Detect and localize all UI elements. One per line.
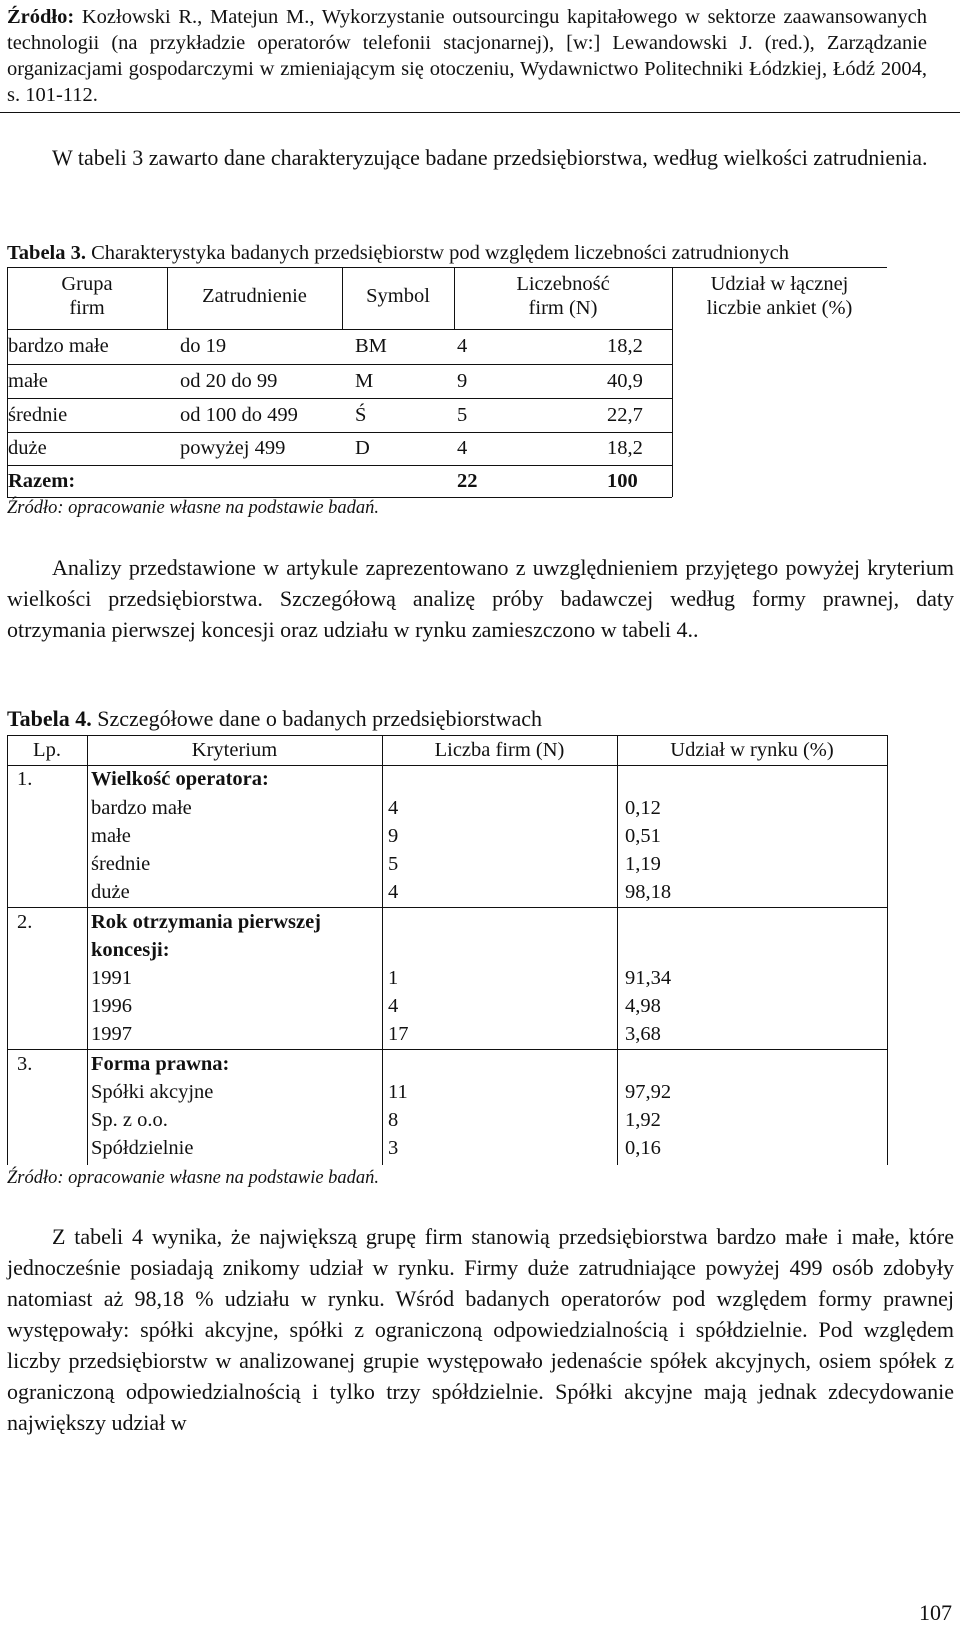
header-share: Udział w rynku (%) — [670, 739, 834, 761]
paragraph-intro: W tabeli 3 zawarto dane charakteryzujące badane przedsiębiorstwa, według wielkości zatrudnienia. — [52, 145, 928, 170]
header-rule — [0, 112, 960, 113]
source-citation: Kozłowski R., Matejun M., Wykorzystanie outsourcingu kapitałowego w sektorze zaawansowanych technologii (na przykładzie operatorów telefonii stacjonarnej), [w:] Lewandowski J. (red.), Zarządzanie organizacjami gospodarczymi w zmieniającym się otoczeniu, Wydawnictwo Politechniki Łódzkiej, Łódź 2004, s. 101-112. — [7, 6, 927, 106]
table3-caption-label: Tabela 3. — [7, 242, 86, 264]
source-label: Źródło: — [7, 6, 75, 28]
table3-source: Źródło: opracowanie własne na podstawie badań. — [7, 498, 380, 518]
header-group: Grupa firm — [61, 273, 113, 319]
header-count: Liczba firm (N) — [434, 739, 565, 761]
paragraph-analysis: Analizy przedstawione w artykule zaprezentowano z uwzględnieniem przyjętego powyżej kryterium wielkości przedsiębiorstwa. Szczegółową analizę próby badawczej według formy prawnej, daty otrzymania pierwszej koncesji oraz udziału w rynku zamieszczono w tabeli 4.. — [7, 555, 954, 642]
table4-caption — [7, 706, 542, 732]
page-number: 107 — [919, 1600, 952, 1625]
table3-caption — [7, 240, 789, 266]
table-detailed-data: Lp. Kryterium Liczba firm (N) Udział w rynku (%) 1. Wielkość operatora: bardzo małe 4 0,12 małe 9 0,51 średnie 5 1,19 duże 4 98,18 2. Rok otrzymania pierwszej koncesji: 1991 1 91,34 1996 4 4,98 1997 17 3,68 3. Forma prawna: Spółki akcyjne 11 97,92 Sp. z o.o. 8 1,92 Spółdzielnie 3 0,16 — [7, 735, 887, 1175]
header-lp: Lp. — [33, 739, 61, 761]
paragraph-conclusions: Z tabeli 4 wynika, że największą grupę firm stanowią przedsiębiorstwa bardzo małe i małe, które jednocześnie posiadają znikomy udział w rynku. Firmy duże zatrudniające powyżej 499 osób zdobyły natomiast aż 98,18 % udziału w rynku. Wśród badanych operatorów pod względem formy prawnej występowały: spółki akcyjne, spółki z ograniczoną odpowiedzialnością i spółdzielnie. Pod względem liczby przedsiębiorstw w analizowanej grupie występowało jedenaście spółek akcyjnych, osiem spółek z ograniczoną odpowiedzialnością i tylko trzy spółdzielnie. Spółki akcyjne mają jednak zdecydowanie największy udział w — [7, 1224, 954, 1435]
header-employment: Zatrudnienie — [202, 285, 307, 307]
table4-caption-text: Szczegółowe dane o badanych przedsiębiorstwach — [91, 706, 542, 731]
header-count: Liczebność firm (N) — [516, 273, 610, 319]
table4-caption-label: Tabela 4. — [7, 706, 92, 731]
table3-caption-text: Charakterystyka badanych przedsiębiorstw pod względem liczebności zatrudnionych — [86, 242, 790, 264]
header-symbol: Symbol — [366, 285, 430, 307]
table-employment: Grupa firm Zatrudnienie Symbol Liczebność firm (N) Udział w łącznej liczbie ankiet (%) bardzo małe do 19 BM 4 18,2 małe od 20 do 99 M 9 40,9 średnie od 100 do 499 Ś 5 22,7 duże powyżej 499 D 4 18,2 Razem: 22 100 — [7, 267, 887, 514]
table4-source: Źródło: opracowanie własne na podstawie badań. — [7, 1168, 380, 1188]
header-share: Udział w łącznej liczbie ankiet (%) — [706, 273, 853, 319]
header-criterion: Kryterium — [191, 739, 278, 761]
reference-source-note — [7, 4, 927, 108]
